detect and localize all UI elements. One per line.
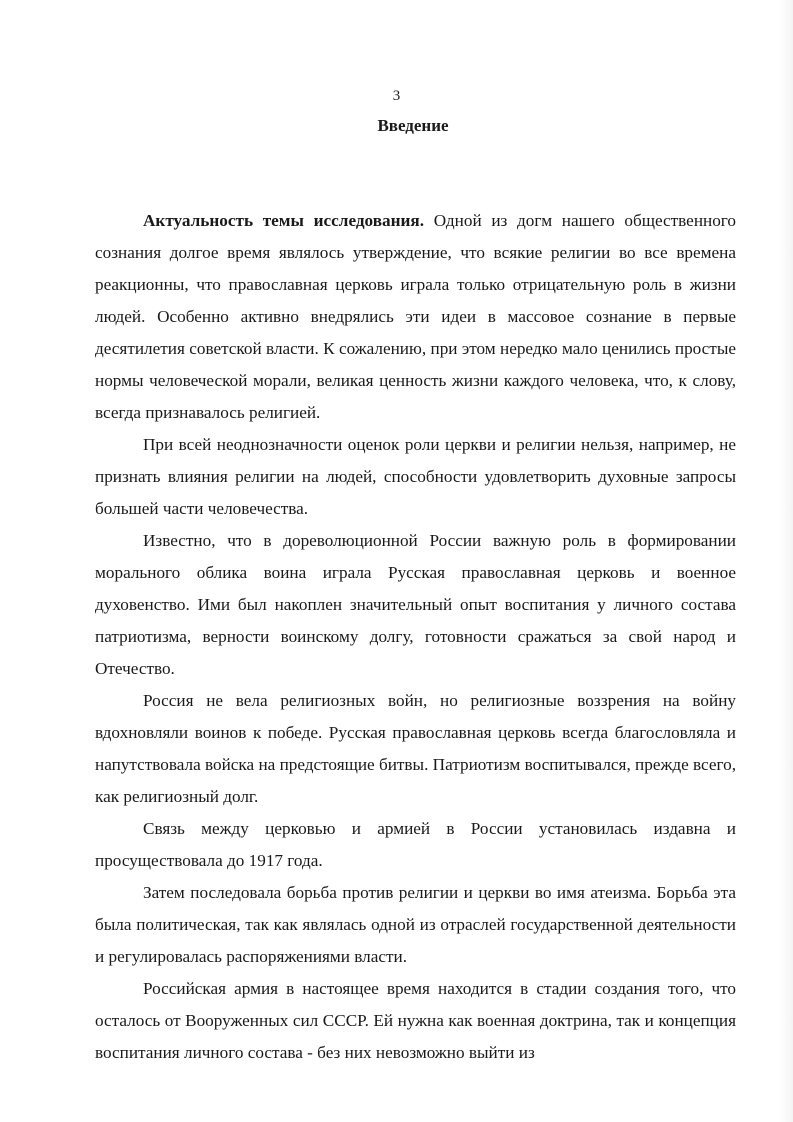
paragraph: При всей неоднозначности оценок роли церкви и религии нельзя, например, не признать влияния религии на людей, способности удовлетворить духовные запросы большей части человечества. — [95, 435, 736, 518]
paragraph: Известно, что в дореволюционной России важную роль в формировании морального облика воина играла Русская православная церковь и военное духовенство. Ими был накоплен значительный опыт воспитания у личного состава патриотизма, верности воинскому долгу, готовности сражаться за свой народ и Отечество. — [95, 531, 736, 678]
page-number: 3 — [392, 88, 401, 104]
paragraph: Связь между церковью и армией в России установилась издавна и просуществовала до 1917 года. — [95, 819, 736, 870]
paragraph: Российская армия в настоящее время находится в стадии создания того, что осталось от Вооруженных сил СССР. Ей нужна как военная доктрина, так и концепция воспитания личного состава - без них невозможно выйти из — [95, 979, 736, 1062]
paragraph-intro-text: Одной из догм нашего общественного сознания долгое время являлось утверждение, что всякие религии во все времена реакционны, что православная церковь играла только отрицательную роль в жизни людей. Особенно активно внедрялись эти идеи в массовое сознание в первые десятилетия советской власти. К сожалению, при этом нередко мало ценились простые нормы человеческой морали, великая ценность жизни каждого человека, что, к слову, всегда признавалось религией. — [95, 211, 737, 422]
body-text — [95, 205, 736, 1069]
section-heading: Введение — [377, 116, 449, 135]
paragraph-lead: Актуальность темы исследования. — [143, 211, 424, 230]
paragraph: Россия не вела религиозных войн, но религиозные воззрения на войну вдохновляли воинов к победе. Русская православная церковь всегда благословляла и напутствовала войска на предстоящие битвы. Патриотизм воспитывался, прежде всего, как религиозный долг. — [95, 691, 737, 806]
paragraph: Затем последовала борьба против религии и церкви во имя атеизма. Борьба эта была политическая, так как являлась одной из отраслей государственной деятельности и регулировалась распоряжениями власти. — [95, 883, 736, 966]
scan-edge-shadow — [779, 0, 793, 1122]
paragraph-intro — [95, 205, 736, 429]
